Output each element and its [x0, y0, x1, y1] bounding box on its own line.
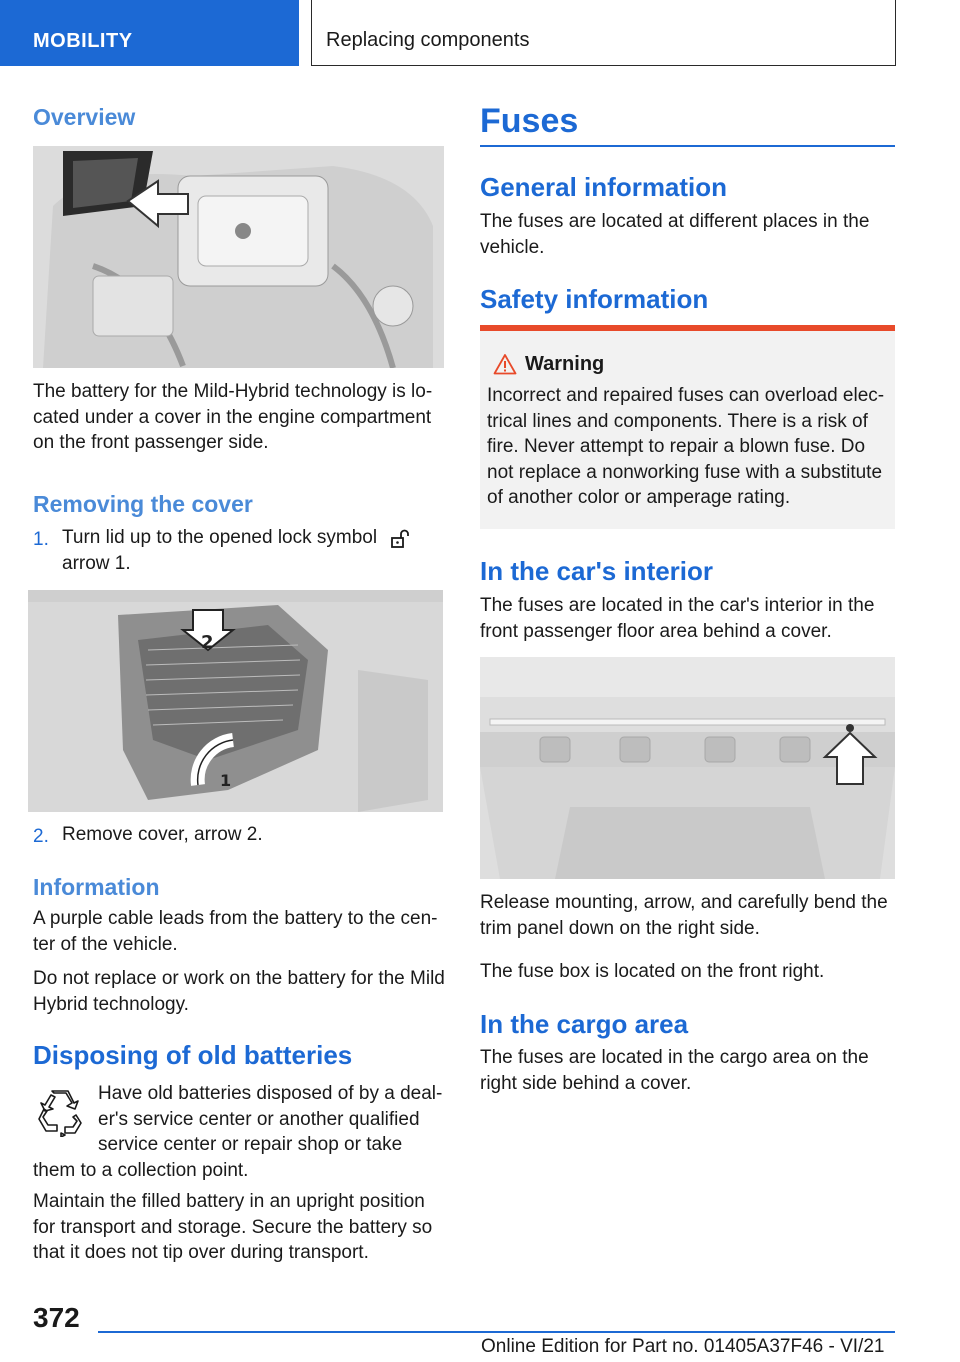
section-tab: [0, 0, 299, 66]
fusebox-text: The fuse box is located on the front right.: [480, 961, 825, 982]
cargo-text: The fuses are located in the cargo area on the right side behind a cover.: [480, 1047, 869, 1094]
step-number: 1.: [33, 529, 49, 550]
general-information-heading: General information: [480, 172, 728, 202]
edition-text: Online Edition for Part no. 01405A37F46 - VI/21: [481, 1336, 885, 1357]
information-heading: Information: [33, 874, 160, 900]
step-number: 2.: [33, 826, 49, 847]
disposing-text: Have old batteries disposed of by a deal-er's service center or another qualified service center or repair shop or take: [98, 1083, 443, 1155]
interior-text: The fuses are located in the car's interior in the front passenger floor area behind a cover.: [480, 595, 875, 642]
general-text: The fuses are located at different places in the vehicle.: [480, 211, 870, 258]
page-number: 372: [33, 1302, 80, 1333]
recycle-icon: [35, 1087, 85, 1137]
section-title: MOBILITY: [33, 30, 133, 52]
engine-compartment-image: [33, 146, 444, 368]
warning-title: Warning: [525, 353, 605, 375]
interior-trim-panel-image: [480, 657, 895, 879]
unlock-icon: [389, 528, 411, 550]
step-text: Remove cover, arrow 2.: [62, 824, 263, 845]
footer-divider: [98, 1331, 895, 1333]
warning-text: Incorrect and repaired fuses can overload elec-trical lines and components. There is a risk of fire. Never attempt to repair a blown fuse. Do not replace a nonworking fuse with a substitute of another color or amperage rating.: [487, 385, 885, 508]
svg-text:2: 2: [201, 632, 214, 653]
svg-text:1: 1: [220, 771, 232, 790]
overview-heading: Overview: [33, 104, 136, 130]
warning-triangle-icon: [493, 353, 517, 375]
heading-divider: [480, 145, 895, 147]
info-text: A purple cable leads from the battery to the cen-ter of the vehicle.: [33, 908, 438, 955]
step-text: Turn lid up to the opened lock symbol: [62, 527, 378, 548]
fuses-heading: Fuses: [480, 102, 579, 140]
release-text: Release mounting, arrow, and carefully bend the trim panel down on the right side.: [480, 892, 888, 939]
chapter-tab: [311, 0, 896, 66]
battery-cover-image: [28, 590, 443, 812]
removing-cover-heading: Removing the cover: [33, 491, 253, 517]
cargo-area-heading: In the cargo area: [480, 1009, 689, 1039]
interior-heading: In the car's interior: [480, 556, 714, 586]
maintain-text: Maintain the filled battery in an upright position for transport and storage. Secure the battery so that it does not tip over during transport.: [33, 1191, 433, 1263]
chapter-title: Replacing components: [326, 29, 530, 51]
safety-information-heading: Safety information: [480, 284, 709, 314]
info-text: Do not replace or work on the battery for the Mild Hybrid technology.: [33, 968, 445, 1015]
warning-box: [480, 325, 895, 529]
step-text-continued: arrow 1.: [62, 553, 131, 574]
overview-text: The battery for the Mild-Hybrid technology is lo-cated under a cover in the engine compartment on the front passenger side.: [33, 381, 433, 453]
disposing-text-continued: them to a collection point.: [33, 1160, 249, 1181]
disposing-heading: Disposing of old batteries: [33, 1040, 353, 1070]
